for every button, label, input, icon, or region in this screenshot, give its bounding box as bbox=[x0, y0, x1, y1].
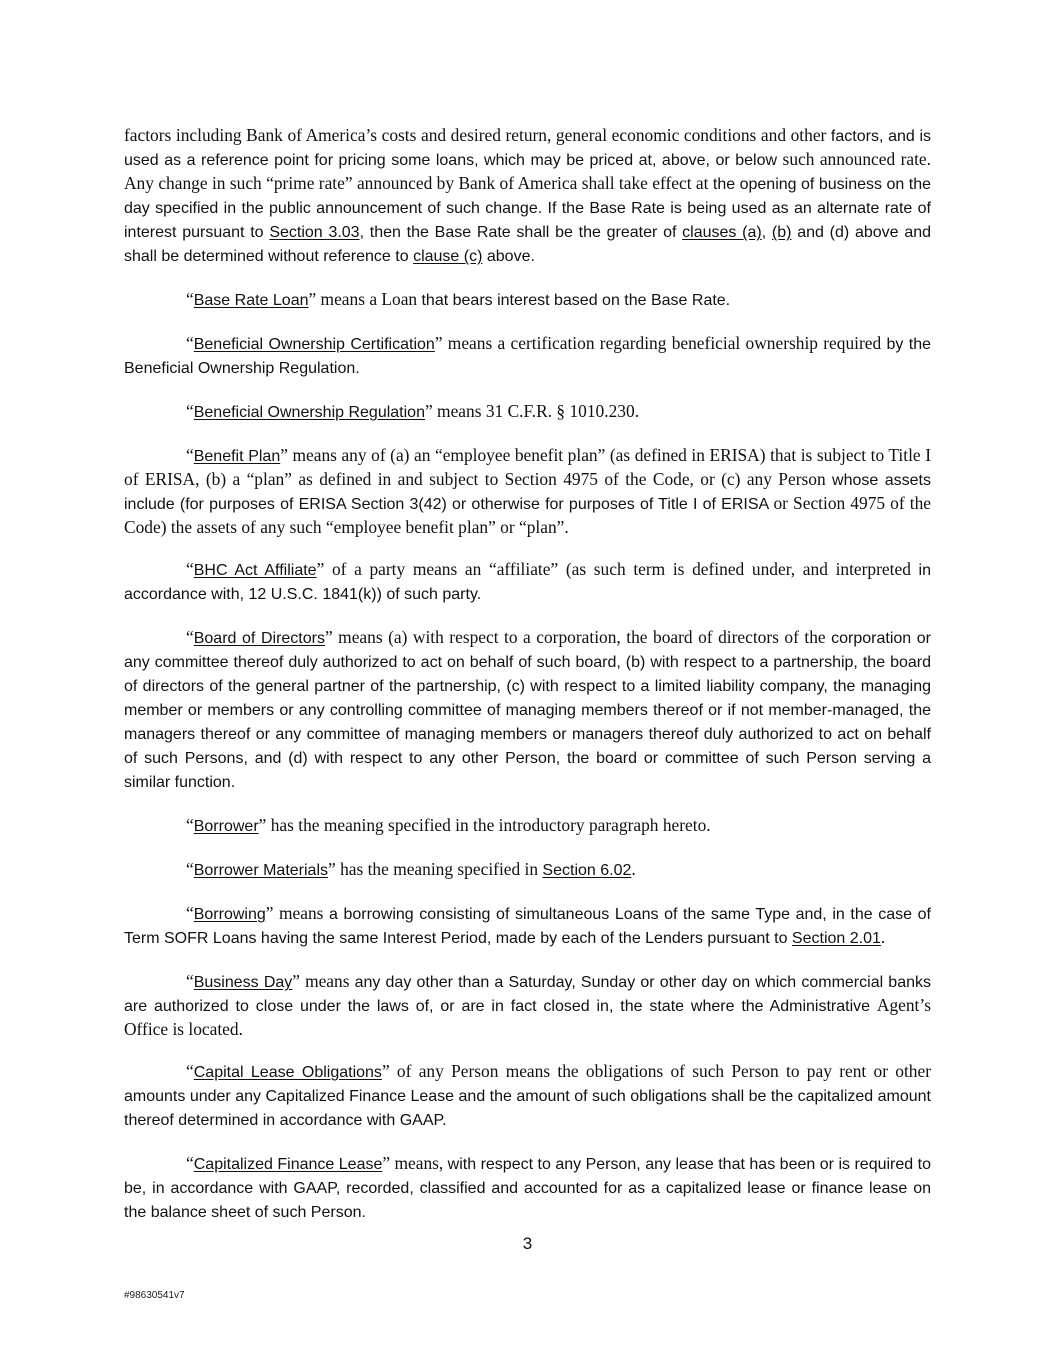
definition-text: ” of any Person means the obligations of such Person to pay rent or other bbox=[381, 1061, 931, 1081]
defined-term: BHC Act Affiliate bbox=[193, 562, 317, 579]
definition-text: ” means a Loan bbox=[308, 289, 422, 309]
quote-open: “ bbox=[186, 333, 194, 353]
definition-beneficial-ownership-certification bbox=[124, 332, 931, 380]
base-rate-continuation-paragraph bbox=[124, 124, 931, 268]
definition-text: ” of a party means an “affiliate” (as such term is defined under, and interpreted bbox=[316, 559, 919, 579]
clauses-a-reference: clauses (a) bbox=[682, 224, 762, 241]
clause-b-reference: (b) bbox=[771, 224, 792, 241]
page-number: 3 bbox=[522, 1234, 533, 1253]
definition-text: ” means 31 C.F.R. § 1010.230. bbox=[424, 401, 640, 421]
definition-bhc-act-affiliate bbox=[124, 558, 931, 606]
quote-open: “ bbox=[186, 815, 194, 835]
definition-text: with respect to any Person, any lease that has been or is required to be, in accordance with GAAP, recorded, classified and accounted for as a capitalized lease or finance lease on the balance sheet of such Person. bbox=[124, 1156, 932, 1221]
continuation-text: factors including Bank of America’s costs and desired return, general economic conditions and other bbox=[124, 125, 831, 145]
definition-text: in accordance with, 12 U.S.C. 1841(k)) of such party. bbox=[124, 562, 931, 603]
definition-business-day bbox=[124, 970, 931, 1040]
continuation-text: , then the Base Rate shall be the greater of bbox=[359, 224, 683, 241]
quote-open: “ bbox=[186, 903, 194, 923]
quote-open: “ bbox=[186, 627, 194, 647]
quote-open: “ bbox=[186, 445, 194, 465]
definition-text: corporation or any committee thereof duly authorized to act on behalf of such board, (b) with respect to a partnership, the board of directors of the general partner of the partnership, (c) with respect to a limited liability company, the managing member or members or any controlling committee of managing members thereof or if not member-managed, the managers thereof or any committee of managing members or managers thereof duly authorized to act on behalf of such Persons, and (d) with respect to any other Person, the board or committee of such Person serving a similar function. bbox=[124, 630, 932, 791]
quote-open: “ bbox=[186, 289, 194, 309]
document-id: #98630541v7 bbox=[124, 1290, 185, 1301]
definition-board-of-directors bbox=[124, 626, 931, 794]
definition-borrower-materials bbox=[124, 858, 931, 882]
definition-text: amounts under any Capitalized Finance Lease and the amount of such obligations shall be the capitalized amount thereof determined in accordance with GAAP. bbox=[124, 1088, 931, 1129]
defined-term: Borrower bbox=[193, 818, 259, 835]
continuation-text: the opening of business on the day specified in the public announcement of such change. If the Base Rate is being used as an alternate rate of interest pursuant to bbox=[124, 176, 932, 241]
definition-text: ” has the meaning specified in the introductory paragraph hereto. bbox=[258, 815, 711, 835]
definition-beneficial-ownership-regulation bbox=[124, 400, 931, 424]
definition-capital-lease-obligations bbox=[124, 1060, 931, 1132]
quote-open: “ bbox=[186, 559, 194, 579]
definition-text: that bears interest based on the Base Rate. bbox=[421, 292, 731, 309]
continuation-text: above. bbox=[482, 248, 535, 265]
definition-text: ” means bbox=[265, 903, 329, 923]
quote-open: “ bbox=[186, 1153, 194, 1173]
defined-term: Benefit Plan bbox=[193, 448, 281, 465]
defined-term: Business Day bbox=[193, 974, 293, 991]
definition-text: ” has the meaning specified in bbox=[328, 859, 543, 879]
definition-base-rate-loan bbox=[124, 288, 931, 312]
section-3-03-reference: Section 3.03 bbox=[269, 224, 360, 241]
defined-term: Beneficial Ownership Regulation bbox=[193, 404, 425, 421]
defined-term: Capitalized Finance Lease bbox=[193, 1156, 383, 1173]
quote-open: “ bbox=[186, 859, 194, 879]
defined-term: Borrower Materials bbox=[193, 862, 328, 879]
continuation-text: such announced rate. Any change in such “prime rate” announced by Bank of America shall take effect at bbox=[124, 149, 931, 193]
definition-text: a borrowing consisting of simultaneous Loans of the same Type and, in the case of Term SOFR Loans having the same Interest Period, made by each of the Lenders pursuant to bbox=[124, 906, 932, 947]
definition-capitalized-finance-lease bbox=[124, 1152, 931, 1224]
document-page bbox=[124, 124, 931, 1244]
definition-borrowing bbox=[124, 902, 931, 950]
definition-text: Agent’s Office is located. bbox=[124, 995, 931, 1039]
defined-term: Capital Lease Obligations bbox=[193, 1064, 382, 1081]
definition-text: ” means (a) with respect to a corporation, the board of directors of the bbox=[324, 627, 832, 647]
definition-text: by the Beneficial Ownership Regulation. bbox=[124, 336, 931, 377]
defined-term: Beneficial Ownership Certification bbox=[193, 336, 435, 353]
definition-text: or Section 4975 of the Code) the assets of any such “employee benefit plan” or “plan”. bbox=[124, 493, 931, 537]
definition-text: ” means bbox=[292, 971, 355, 991]
definition-text: . bbox=[631, 859, 636, 879]
definition-text: ” means a certification regarding beneficial ownership required bbox=[434, 333, 887, 353]
definition-benefit-plan bbox=[124, 444, 931, 538]
definition-text: ” means any of (a) an “employee benefit plan” (as defined in ERISA) that is subject to Title I of ERISA, (b) a “plan” as defined in and subject to Section 4975 of the Code, or (c) any Person bbox=[124, 445, 931, 489]
quote-open: “ bbox=[186, 1061, 194, 1081]
continuation-text: and (d) above and shall be determined without reference to bbox=[124, 224, 932, 265]
defined-term: Base Rate Loan bbox=[193, 292, 309, 309]
continuation-text: factors, and is used as a reference point for pricing some loans, which may be priced at, above, or below bbox=[124, 128, 931, 169]
definition-text: whose assets include (for purposes of ERISA Section 3(42) or otherwise for purposes of Title I of ERISA bbox=[124, 472, 931, 513]
definition-text: . bbox=[880, 927, 886, 947]
section-2-01-reference: Section 2.01 bbox=[791, 930, 881, 947]
defined-term: Borrowing bbox=[193, 906, 266, 923]
definition-borrower bbox=[124, 814, 931, 838]
section-6-02-reference: Section 6.02 bbox=[542, 862, 632, 879]
definition-text: ” means, bbox=[382, 1153, 448, 1173]
quote-open: “ bbox=[186, 401, 194, 421]
quote-open: “ bbox=[186, 971, 194, 991]
definition-text: any day other than a Saturday, Sunday or other day on which commercial banks are authorized to close under the laws of, or are in fact closed in, the state where the Administrative bbox=[124, 974, 932, 1015]
defined-term: Board of Directors bbox=[193, 630, 325, 647]
continuation-text: , bbox=[761, 224, 772, 241]
clause-c-reference: clause (c) bbox=[413, 248, 483, 265]
